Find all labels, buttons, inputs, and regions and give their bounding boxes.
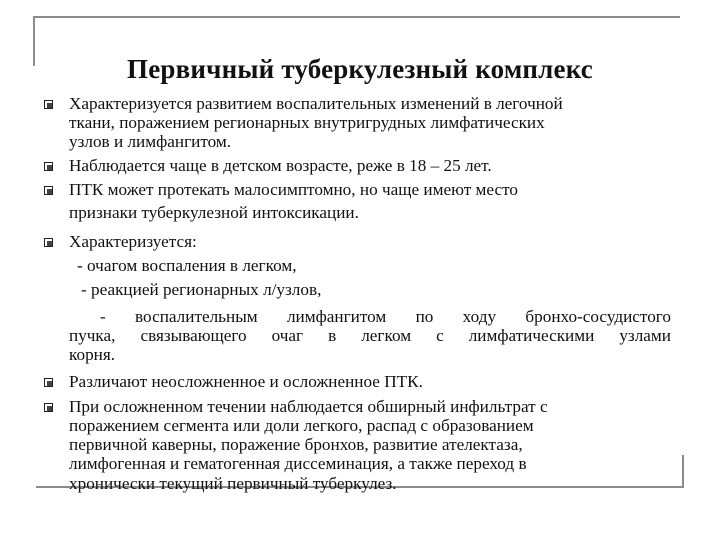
list-item-line: хронически текущий первичный туберкулез. <box>69 474 397 493</box>
list-item-line: первичной каверны, поражение бронхов, развитие ателектаза, <box>69 435 523 454</box>
list-item-line: - реакцией регионарных л/узлов, <box>81 280 322 299</box>
list-item-line: Характеризуется: <box>69 232 197 251</box>
list-item-line: признаки туберкулезной интоксикации. <box>69 203 359 222</box>
frame-right-line <box>682 455 684 488</box>
bullet-square-icon <box>44 378 53 387</box>
bullet-square-icon <box>44 186 53 195</box>
list-item-line: Различают неосложненное и осложненное ПТК. <box>69 372 423 391</box>
list-item-line: - воспалительным лимфангитом по ходу бронхо-сосудистого <box>100 307 671 326</box>
list-item-line: поражением сегмента или доли легкого, распад с образованием <box>69 416 534 435</box>
list-item-line: лимфогенная и гематогенная диссеминация, а также переход в <box>69 454 527 473</box>
bullet-square-icon <box>44 100 53 109</box>
list-item-line: пучка, связывающего очаг в легком с лимфатическими узлами <box>69 326 671 345</box>
list-item-line: ткани, поражением регионарных внутригрудных лимфатических <box>69 113 545 132</box>
bullet-square-icon <box>44 162 53 171</box>
list-item-line: узлов и лимфангитом. <box>69 132 232 151</box>
list-item-line: - очагом воспаления в легком, <box>77 256 297 275</box>
list-item-line: Характеризуется развитием воспалительных изменений в легочной <box>69 94 563 113</box>
frame-top-line <box>33 16 680 18</box>
bullet-square-icon <box>44 403 53 412</box>
list-item-line: ПТК может протекать малосимптомно, но чаще имеют место <box>69 180 518 199</box>
list-item-line: корня. <box>69 345 116 364</box>
slide-title: Первичный туберкулезный комплекс <box>127 54 593 84</box>
list-item-line: При осложненном течении наблюдается обширный инфильтрат с <box>69 397 548 416</box>
bullet-square-icon <box>44 238 53 247</box>
list-item-line: Наблюдается чаще в детском возрасте, реже в 18 – 25 лет. <box>69 156 492 175</box>
